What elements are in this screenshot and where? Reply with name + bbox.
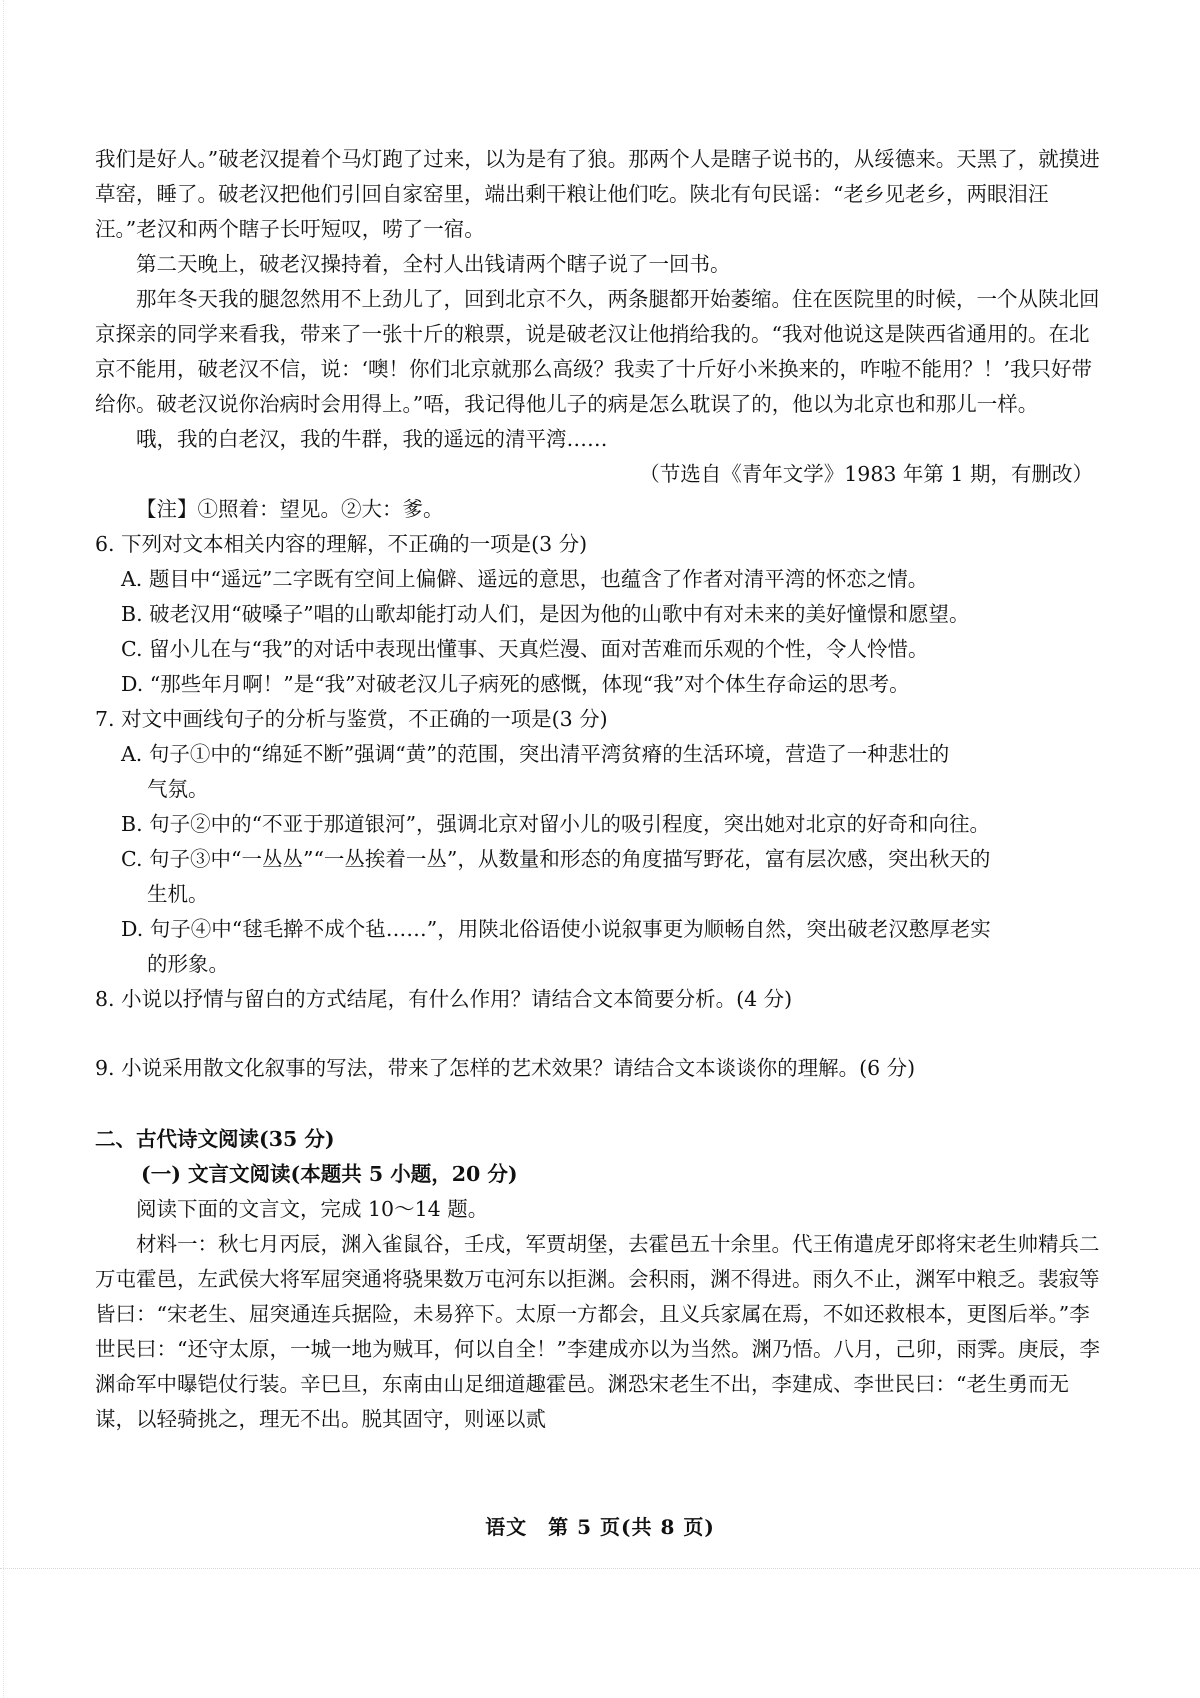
answer-space-9 (95, 1086, 1105, 1122)
question-7-option-a-continued: 气氛。 (147, 777, 209, 801)
question-7-option-c-continued: 生机。 (147, 882, 209, 906)
scan-edge-bottom (0, 1568, 1200, 1569)
question-7-option-a: A. 句子①中的“绵延不断”强调“黄”的范围，突出清平湾贫瘠的生活环境，营造了一种悲壮的 (121, 742, 950, 766)
section-2-title: 二、古代诗文阅读(35 分) (95, 1127, 335, 1151)
question-6-option-c: C. 留小儿在与“我”的对话中表现出懂事、天真烂漫、面对苦难而乐观的个性，令人怜惜。 (121, 637, 929, 661)
question-8: 8. 小说以抒情与留白的方式结尾，有什么作用？请结合文本简要分析。(4 分) (95, 987, 793, 1011)
question-6-stem: 6. 下列对文本相关内容的理解，不正确的一项是(3 分) (95, 532, 588, 556)
section-2-instruction: 阅读下面的文言文，完成 10～14 题。 (136, 1197, 489, 1221)
question-7-option-c: C. 句子③中“一丛丛”“一丛挨着一丛”，从数量和形态的角度描写野花，富有层次感，突出秋天的 (121, 847, 991, 871)
annotation-note: 【注】①照着：望见。②大：爹。 (136, 497, 444, 521)
story-paragraph-2: 第二天晚上，破老汉操持着，全村人出钱请两个瞎子说了一回书。 (136, 252, 731, 276)
question-7-option-d: D. 句子④中“毬毛擀不成个毡……”，用陕北俗语使小说叙事更为顺畅自然，突出破老汉憨厚老实 (121, 917, 991, 941)
scan-edge-left (3, 0, 4, 1698)
question-7-option-b: B. 句子②中的“不亚于那道银河”，强调北京对留小儿的吸引程度，突出她对北京的好奇和向往。 (121, 812, 991, 836)
question-6-option-b: B. 破老汉用“破嗓子”唱的山歌却能打动人们，是因为他的山歌中有对未来的美好憧憬和愿望。 (121, 602, 970, 626)
story-paragraph-1: 我们是好人。”破老汉提着个马灯跑了过来，以为是有了狼。那两个人是瞎子说书的，从绥德来。天黑了，就摸进草窑，睡了。破老汉把他们引回自家窑里，端出剩干粮让他们吃。陕北有句民谣：“老乡见老乡，两眼泪汪汪。”老汉和两个瞎子长吁短叹，唠了一宿。 (95, 147, 1100, 241)
exam-content (95, 142, 1105, 1437)
page-footer: 语文 第 5 页(共 8 页) (485, 1515, 715, 1539)
classical-material-1: 材料一：秋七月丙辰，渊入雀鼠谷，壬戌，军贾胡堡，去霍邑五十余里。代王侑遣虎牙郎将宋老生帅精兵二万屯霍邑，左武侯大将军屈突通将骁果数万屯河东以拒渊。会积雨，渊不得进。雨久不止，渊军中粮乏。裴寂等皆曰：“宋老生、屈突通连兵据险，未易猝下。太原一方都会，且义兵家属在焉，不如还救根本，更图后举。”李世民曰：“还守太原，一城一地为贼耳，何以自全！”李建成亦以为当然。渊乃悟。八月，己卯，雨霁。庚辰，李渊命军中曝铠仗行装。辛巳旦，东南由山足细道趣霍邑。渊恐宋老生不出，李建成、李世民曰：“老生勇而无谋，以轻骑挑之，理无不出。脱其固守，则诬以贰 (95, 1232, 1100, 1431)
question-6-option-d: D. “那些年月啊！”是“我”对破老汉儿子病死的感慨，体现“我”对个体生存命运的思考。 (121, 672, 910, 696)
story-paragraph-3: 那年冬天我的腿忽然用不上劲儿了，回到北京不久，两条腿都开始萎缩。住在医院里的时候，一个从陕北回京探亲的同学来看我，带来了一张十斤的粮票，说是破老汉让他捎给我的。“我对他说这是陕西省通用的。在北京不能用，破老汉不信，说：‘噢！你们北京就那么高级？我卖了十斤好小米换来的，咋啦不能用？！’我只好带给你。破老汉说你治病时会用得上。”唔，我记得他儿子的病是怎么耽误了的，他以为北京也和那儿一样。 (95, 287, 1100, 416)
question-7-stem: 7. 对文中画线句子的分析与鉴赏，不正确的一项是(3 分) (95, 707, 608, 731)
section-2-subtitle: (一) 文言文阅读(本题共 5 小题，20 分) (141, 1162, 518, 1186)
question-6-option-a: A. 题目中“遥远”二字既有空间上偏僻、遥远的意思，也蕴含了作者对清平湾的怀恋之情。 (121, 567, 929, 591)
question-9: 9. 小说采用散文化叙事的写法，带来了怎样的艺术效果？请结合文本谈谈你的理解。(6 分) (95, 1056, 916, 1080)
source-citation: （节选自《青年文学》1983 年第 1 期，有删改） (639, 462, 1093, 486)
question-7-option-d-continued: 的形象。 (147, 952, 229, 976)
answer-space-8 (95, 1017, 1105, 1051)
story-paragraph-4: 哦，我的白老汉，我的牛群，我的遥远的清平湾…… (136, 427, 608, 451)
